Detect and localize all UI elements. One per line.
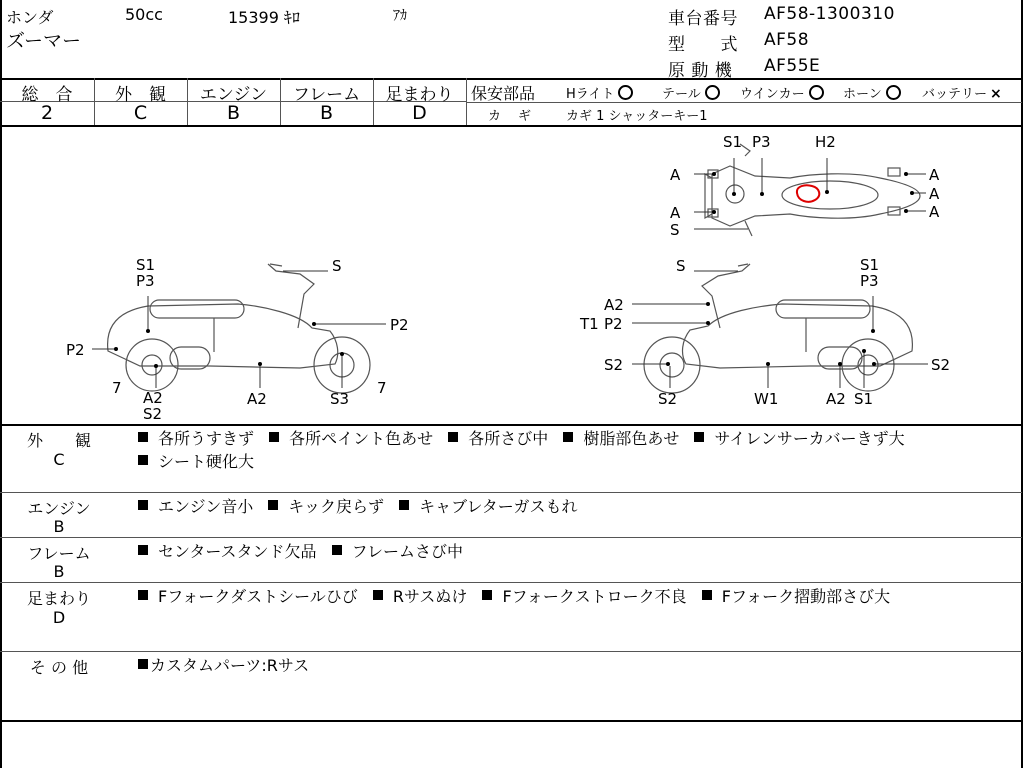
damage-mark-icon <box>797 185 819 201</box>
displacement: 50cc <box>125 5 163 24</box>
grade-overall-label: 総 合 <box>21 85 73 105</box>
engine-value: AF55E <box>764 56 821 76</box>
maker: ホンダ <box>6 8 54 27</box>
remark-item: Fフォークダストシールひび <box>138 587 358 606</box>
diagram-label: S2 <box>931 356 951 374</box>
ok-mark-icon <box>705 85 720 100</box>
type-label: 型 式 <box>668 35 738 55</box>
rule <box>0 424 1022 426</box>
remark-label-frame: フレーム <box>27 544 91 563</box>
diagram-label: S1 <box>860 256 880 274</box>
diagram-label: S2 <box>658 390 678 408</box>
remark-item: サイレンサーカバーきず大 <box>694 429 904 448</box>
diagram-label: A <box>670 204 681 222</box>
rule <box>0 537 1022 538</box>
diagram-label: S1 <box>136 256 156 274</box>
engine-label: 原 動 機 <box>668 61 733 81</box>
diagram-label: T1 <box>580 315 599 333</box>
safety-item-battery: バッテリー × <box>922 86 1002 102</box>
rule <box>0 651 1022 652</box>
diagram-label: P2 <box>66 341 85 359</box>
remark-item: Fフォークストローク不良 <box>482 587 686 606</box>
diagram-label: S2 <box>143 405 163 423</box>
rule <box>466 102 1022 103</box>
diagram-label: 7 <box>377 379 387 397</box>
grade-exterior-label: 外 観 <box>115 85 166 105</box>
bullet-icon <box>138 432 148 442</box>
model-name: ズーマー <box>6 30 82 52</box>
diagram-label: A <box>929 185 940 203</box>
frame-no: AF58-1300310 <box>764 4 895 24</box>
key-value: カギ 1 シャッターキー1 <box>566 109 708 124</box>
diagram-label: S1 <box>723 133 743 151</box>
bullet-icon <box>138 659 148 669</box>
diagram-label: S <box>676 257 686 275</box>
remark-grade-engine: B <box>53 517 65 536</box>
rule <box>0 720 1022 722</box>
remark-item: センタースタンド欠品 <box>138 542 317 561</box>
diagram-label: P2 <box>604 315 623 333</box>
safety-item-headlight: Hライト <box>566 83 633 102</box>
bullet-icon <box>138 455 148 465</box>
bullet-icon <box>563 432 573 442</box>
diagram-label: A <box>929 203 940 221</box>
bullet-icon <box>694 432 704 442</box>
mileage: 15399 ｷﾛ <box>228 8 300 27</box>
rule <box>0 582 1022 583</box>
bullet-icon <box>269 432 279 442</box>
remark-item: フレームさび中 <box>332 542 463 561</box>
bullet-icon <box>332 545 342 555</box>
bullet-icon <box>482 590 492 600</box>
diagram-label: A2 <box>247 390 267 408</box>
remark-item: 各所うすきず <box>138 429 254 448</box>
bullet-icon <box>399 500 409 510</box>
grade-engine-value: B <box>226 102 241 124</box>
top-view-drawing <box>705 144 920 236</box>
remark-label-suspension: 足まわり <box>26 589 91 608</box>
diagram-label: P2 <box>390 316 409 334</box>
diagram-label: P3 <box>136 272 155 290</box>
bullet-icon <box>138 590 148 600</box>
diagram-label: A <box>670 166 681 184</box>
remark-item: シート硬化大 <box>138 452 254 471</box>
grade-suspension-label: 足まわり <box>385 85 454 105</box>
remark-item: カスタムパーツ:Rサス <box>138 656 309 675</box>
diagram-label: H2 <box>815 133 836 151</box>
safety-item-winker: ウインカー <box>740 83 824 102</box>
diagram-label: P3 <box>860 272 879 290</box>
ok-mark-icon <box>886 85 901 100</box>
ok-mark-icon <box>809 85 824 100</box>
key-label: カ ギ <box>488 109 534 124</box>
rule <box>0 492 1022 493</box>
diagram-label: A2 <box>604 296 624 314</box>
diagram-label: S <box>332 257 342 275</box>
remark-items-frame <box>138 540 1008 563</box>
remark-item: キック戻らず <box>268 497 384 516</box>
grade-engine-label: エンジン <box>199 85 268 105</box>
diagram-label: S3 <box>330 390 350 408</box>
safety-label: 保安部品 <box>471 84 536 103</box>
diagram-label: S <box>670 221 680 239</box>
scooter-diagram <box>0 126 1022 424</box>
frame-no-label: 車台番号 <box>668 9 738 29</box>
color: ｱｶ <box>393 8 407 24</box>
remark-item: Rサスぬけ <box>373 587 467 606</box>
remark-item: 各所さび中 <box>448 429 548 448</box>
remark-grade-exterior: C <box>53 450 65 469</box>
type-value: AF58 <box>764 30 810 50</box>
remark-item: エンジン音小 <box>138 497 253 516</box>
grade-suspension-value: D <box>412 102 427 124</box>
bullet-icon <box>373 590 383 600</box>
remark-label-engine: エンジン <box>27 499 91 518</box>
bullet-icon <box>268 500 278 510</box>
remark-item: Fフォーク摺動部さび大 <box>702 587 890 606</box>
grade-overall-value: 2 <box>40 102 54 124</box>
remark-grade-suspension: D <box>52 608 66 627</box>
remark-label-other: そ の 他 <box>29 658 89 677</box>
remark-item: キャブレターガスもれ <box>399 497 577 516</box>
remark-label-exterior: 外 観 <box>26 431 91 450</box>
grade-exterior-value: C <box>133 102 148 124</box>
rule <box>466 78 467 125</box>
ng-mark-icon: × <box>990 86 1002 102</box>
diagram-label: A2 <box>143 389 163 407</box>
safety-item-horn: ホーン <box>843 83 901 102</box>
bullet-icon <box>138 545 148 555</box>
bullet-icon <box>138 500 148 510</box>
bullet-icon <box>448 432 458 442</box>
diagram-label: S2 <box>604 356 624 374</box>
bullet-icon <box>702 590 712 600</box>
diagram-label: P3 <box>752 133 771 151</box>
diagram-label: S1 <box>854 390 874 408</box>
diagram-label: 7 <box>112 379 122 397</box>
diagram-label: A2 <box>826 390 846 408</box>
ok-mark-icon <box>618 85 633 100</box>
safety-item-tail: テール <box>662 83 720 102</box>
grade-frame-label: フレーム <box>292 85 361 105</box>
remark-items-suspension <box>138 585 1008 608</box>
remark-grade-frame: B <box>53 562 65 581</box>
remark-items-other <box>138 654 1008 677</box>
diagram-label: W1 <box>754 390 779 408</box>
diagram-label: A <box>929 166 940 184</box>
remark-item: 樹脂部色あせ <box>563 429 679 448</box>
remark-items-engine <box>138 495 1008 518</box>
grade-frame-value: B <box>319 102 334 124</box>
remark-items-exterior <box>138 427 1008 473</box>
remark-item: 各所ペイント色あせ <box>269 429 433 448</box>
